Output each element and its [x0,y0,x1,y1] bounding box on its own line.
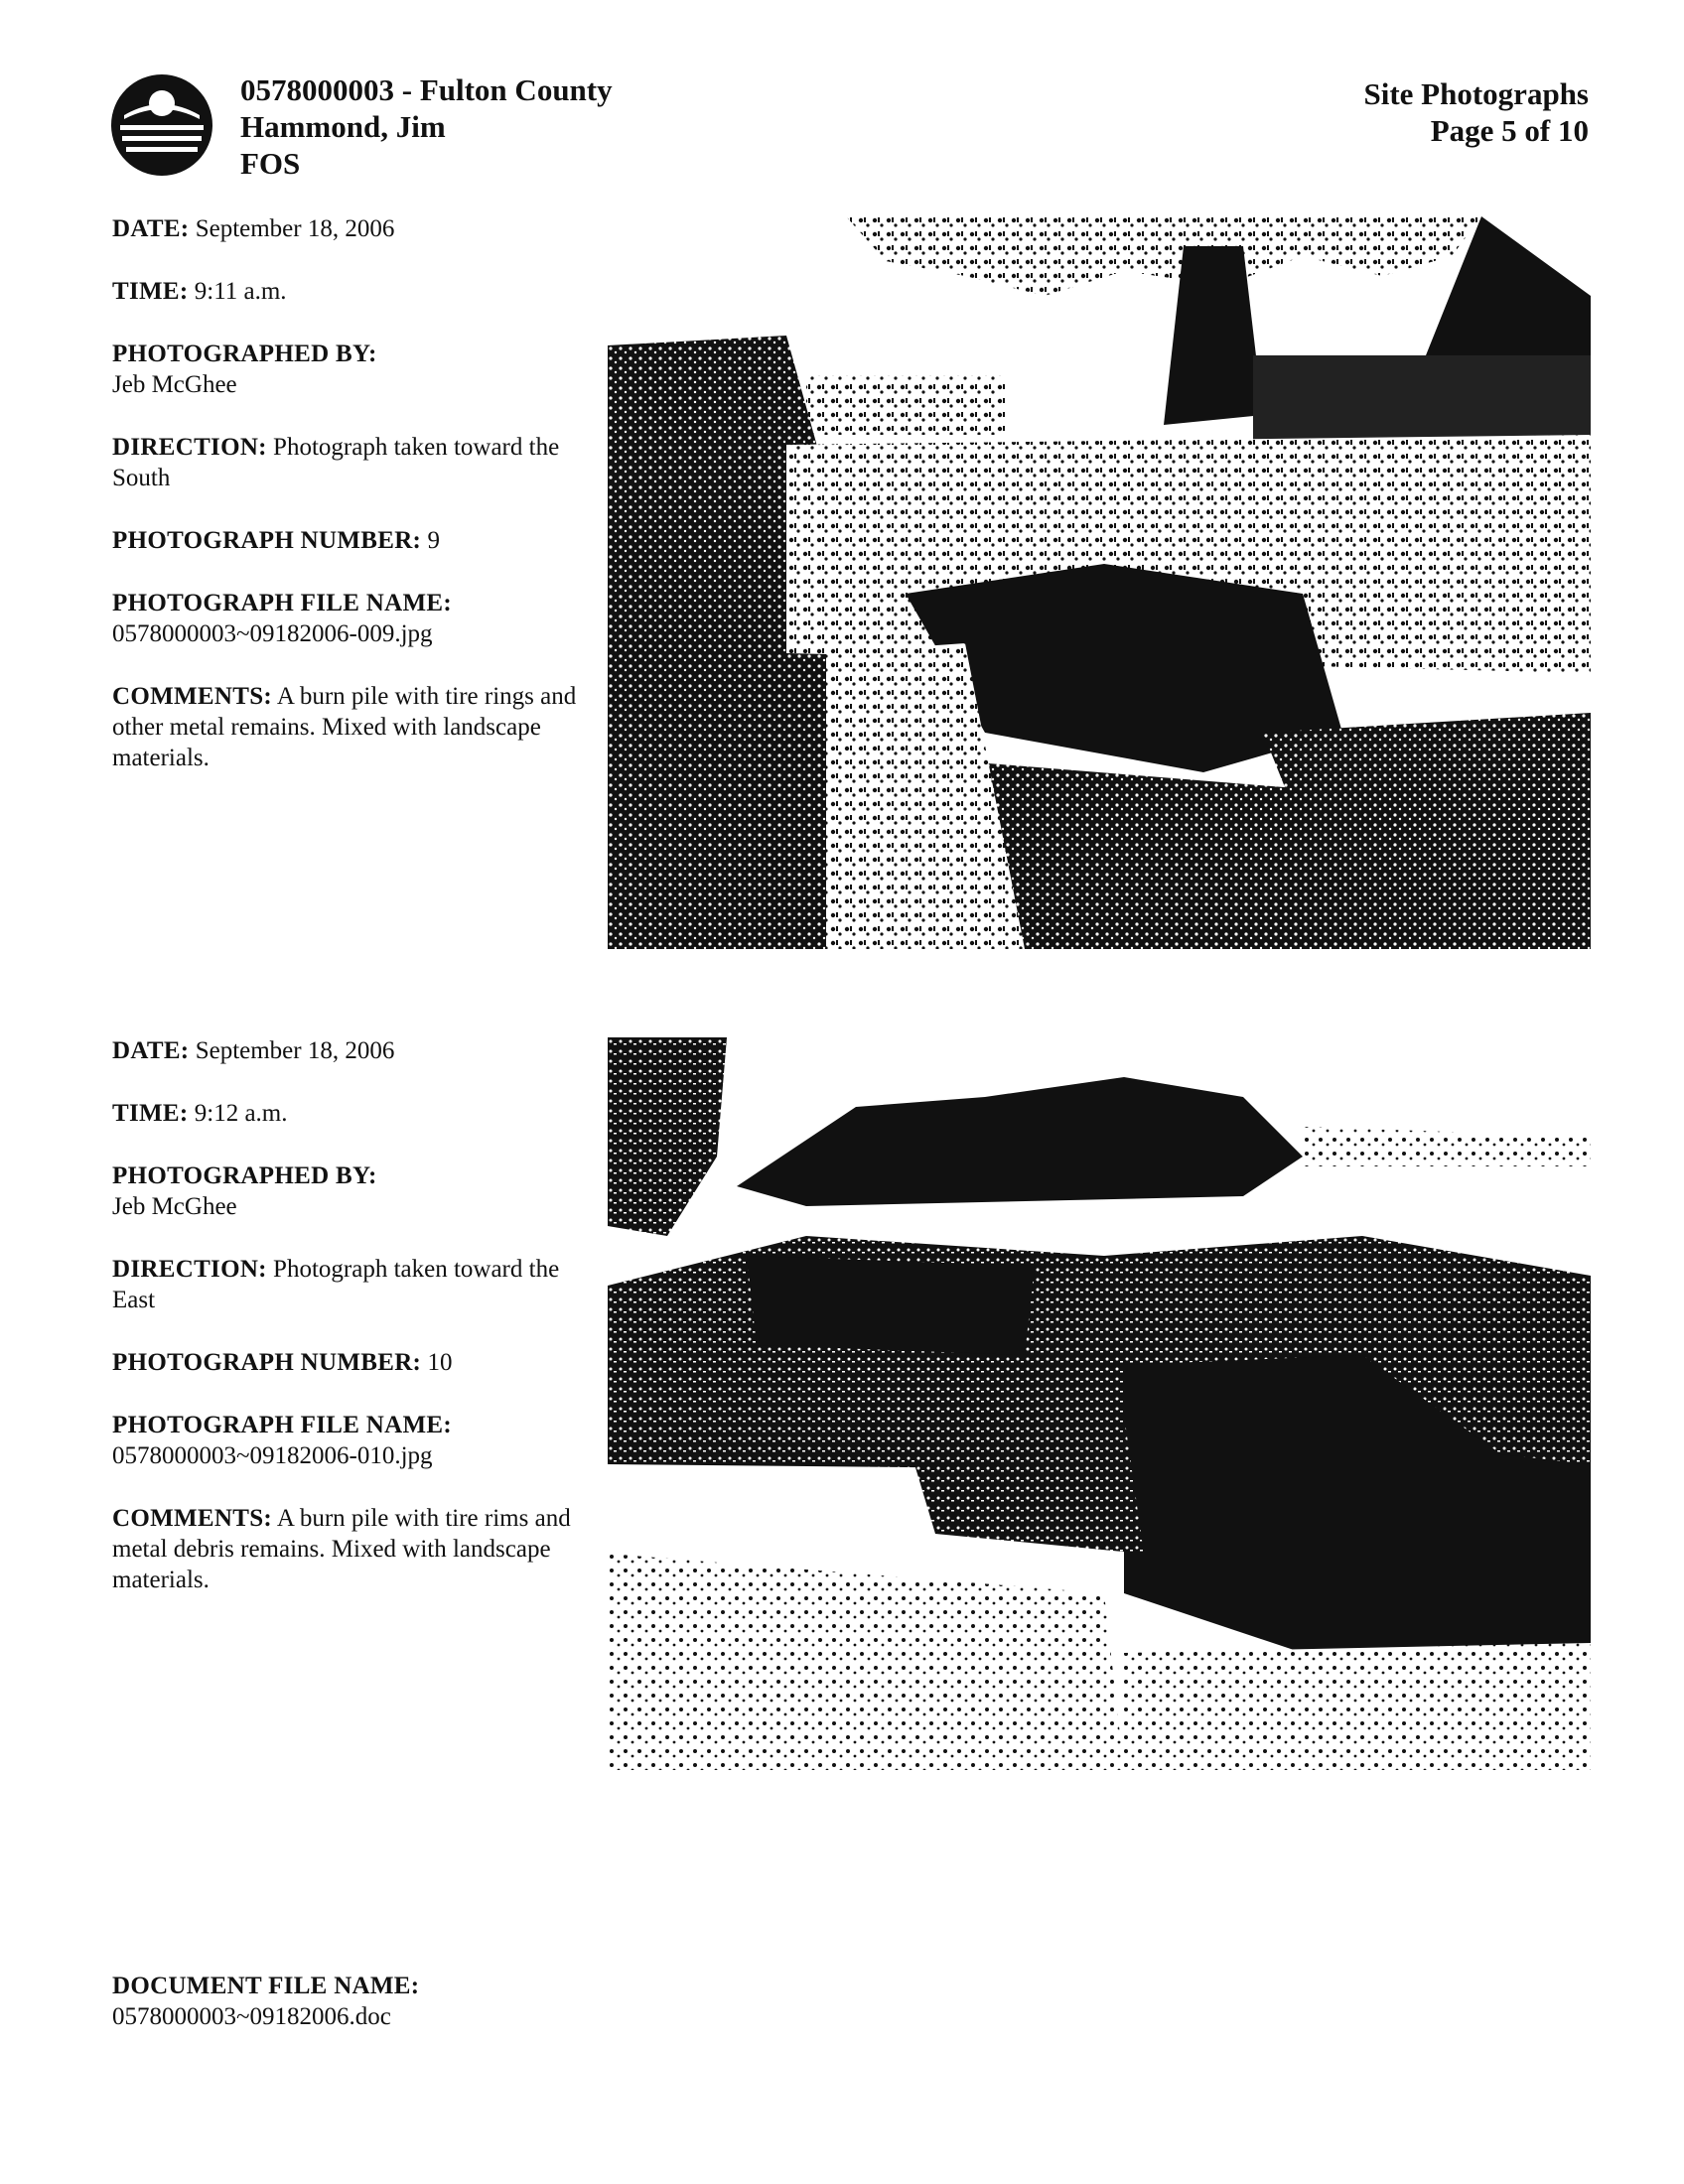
direction-field [112,432,589,493]
direction-field [112,1254,589,1315]
section-header [1364,75,1590,149]
date-label: DATE: [112,1037,190,1064]
direction-value: Photograph taken toward the East [112,1256,560,1313]
photo-file-value: 0578000003~09182006-009.jpg [112,620,433,647]
photo-file-field [112,588,589,649]
direction-label: DIRECTION: [112,434,267,461]
photo-entry [112,213,589,805]
comments-field [112,681,589,773]
site-header [240,71,613,182]
site-photo-burn-pile-east [608,1037,1591,1770]
comments-value: A burn pile with tire rings and other metal remains. Mixed with landscape materials. [112,683,577,771]
owner-name: Hammond, Jim [240,109,446,144]
site-id-county: 0578000003 - Fulton County [240,72,613,107]
photo-number-field [112,525,589,556]
photo-number-value: 9 [427,527,440,554]
photographer-value: Jeb McGhee [112,371,237,398]
comments-value: A burn pile with tire rims and metal debris remains. Mixed with landscape materials. [112,1505,571,1593]
photographer-label: PHOTOGRAPHED BY: [112,1162,377,1189]
photo-file-label: PHOTOGRAPH FILE NAME: [112,1412,452,1438]
site-photo-burn-pile-south [608,216,1591,949]
date-field [112,1035,589,1066]
page-number: Page 5 of 10 [1430,113,1589,148]
time-label: TIME: [112,1100,189,1127]
date-label: DATE: [112,215,190,242]
photographer-label: PHOTOGRAPHED BY: [112,341,377,367]
document-file-label: DOCUMENT FILE NAME: [112,1973,420,1999]
comments-label: COMMENTS: [112,1505,273,1532]
time-field [112,1098,589,1129]
photo-number-value: 10 [427,1349,453,1376]
date-field [112,213,589,244]
comments-field [112,1503,589,1595]
photo-number-field [112,1347,589,1378]
section-title: Site Photographs [1363,76,1589,111]
date-value: September 18, 2006 [195,215,395,242]
time-value: 9:11 a.m. [194,278,287,305]
photographer-field [112,339,589,400]
time-value: 9:12 a.m. [194,1100,288,1127]
document-file-value: 0578000003~09182006.doc [112,2003,391,2030]
agency-logo [110,73,213,177]
time-field [112,276,589,307]
photo-number-label: PHOTOGRAPH NUMBER: [112,527,422,554]
photo-file-value: 0578000003~09182006-010.jpg [112,1442,433,1469]
photo-file-label: PHOTOGRAPH FILE NAME: [112,590,452,616]
document-file-block [112,1971,419,2032]
photo-entry [112,1035,589,1627]
time-label: TIME: [112,278,189,305]
photographer-value: Jeb McGhee [112,1193,237,1220]
date-value: September 18, 2006 [195,1037,395,1064]
comments-label: COMMENTS: [112,683,273,710]
office-code: FOS [240,146,301,181]
photo-file-field [112,1410,589,1471]
direction-label: DIRECTION: [112,1256,267,1283]
direction-value: Photograph taken toward the South [112,434,560,491]
photographer-field [112,1160,589,1222]
photo-number-label: PHOTOGRAPH NUMBER: [112,1349,422,1376]
